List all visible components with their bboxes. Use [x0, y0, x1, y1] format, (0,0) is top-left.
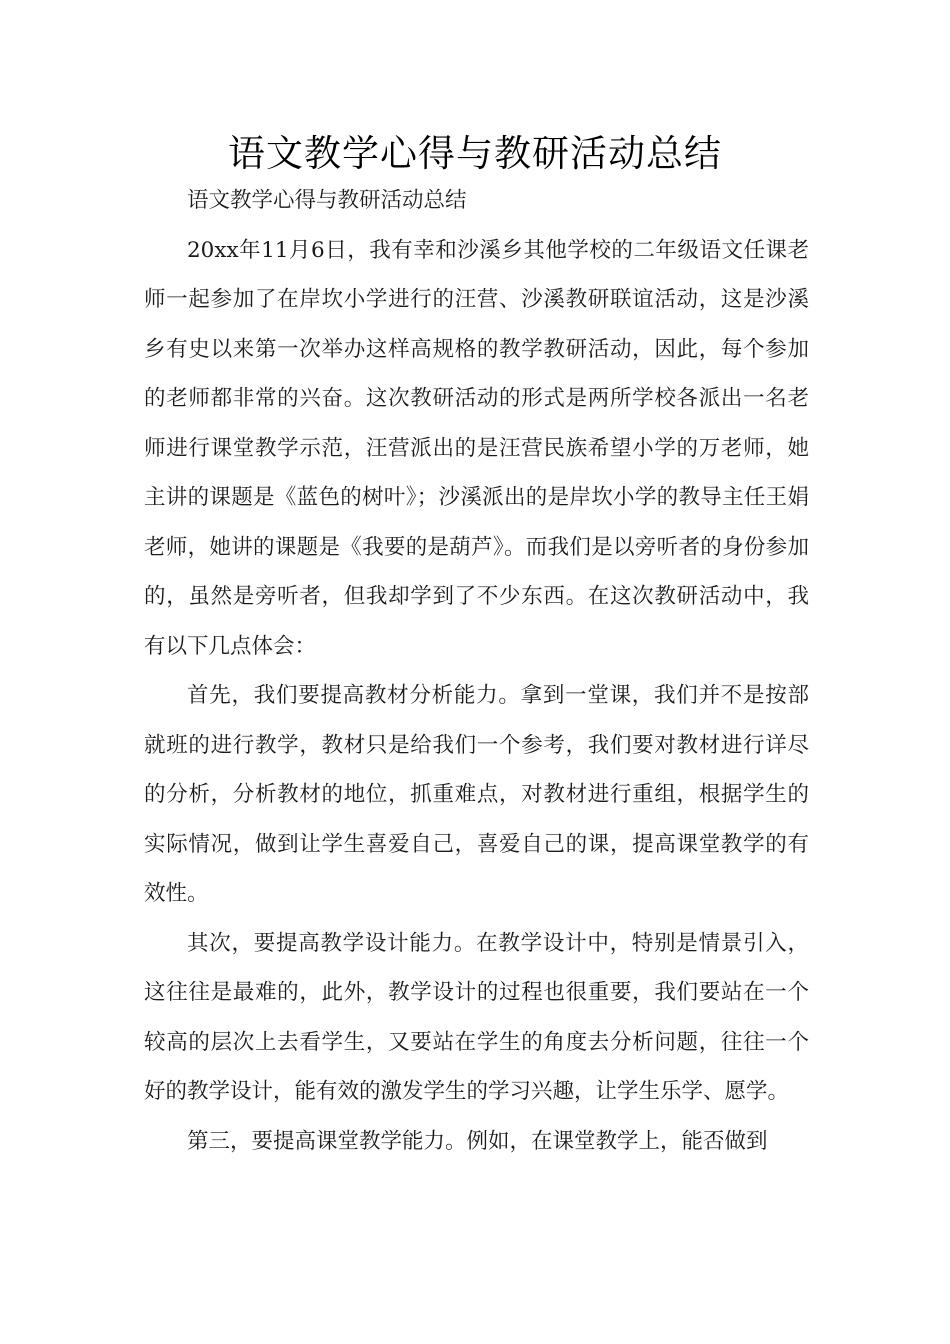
document-title: 语文教学心得与教研活动总结	[228, 132, 722, 175]
paragraph-third-point: 第三，要提高课堂教学能力。例如，在课堂教学上，能否做到	[187, 1128, 768, 1154]
paragraph-first-point: 首先，我们要提高教材分析能力。拿到一堂课，我们并不是按部就班的进行教学，教材只是给我们一个参考，我们要对教材进行详尽的分析，分析教材的地位，抓重难点，对教材进行重组，根据学生的实际情况，做到让学生喜爱自己，喜爱自己的课，提高课堂教学的有效性。	[144, 683, 809, 906]
document-subtitle: 语文教学心得与教研活动总结	[187, 188, 467, 213]
paragraph-intro: 20xx年11月6日，我有幸和沙溪乡其他学校的二年级语文任课老师一起参加了在岸坎小学进行的汪营、沙溪教研联谊活动，这是沙溪乡有史以来第一次举办这样高规格的教学教研活动，因此，每个参加的老师都非常的兴奋。这次教研活动的形式是两所学校各派出一名老师进行课堂教学示范，汪营派出的是汪营民族希望小学的万老师，她主讲的课题是《蓝色的树叶》；沙溪派出的是岸坎小学的教导主任王娟老师，她讲的课题是《我要的是葫芦》。而我们是以旁听者的身份参加的，虽然是旁听者，但我却学到了不少东西。在这次教研活动中，我有以下几点体会：	[144, 237, 809, 659]
document-body	[144, 176, 809, 1166]
paragraph-second-point: 其次，要提高教学设计能力。在教学设计中，特别是情景引入，这往往是最难的，此外，教学设计的过程也很重要，我们要站在一个较高的层次上去看学生，又要站在学生的角度去分析问题，往往一个好的教学设计，能有效的激发学生的学习兴趣，让学生乐学、愿学。	[144, 930, 809, 1104]
